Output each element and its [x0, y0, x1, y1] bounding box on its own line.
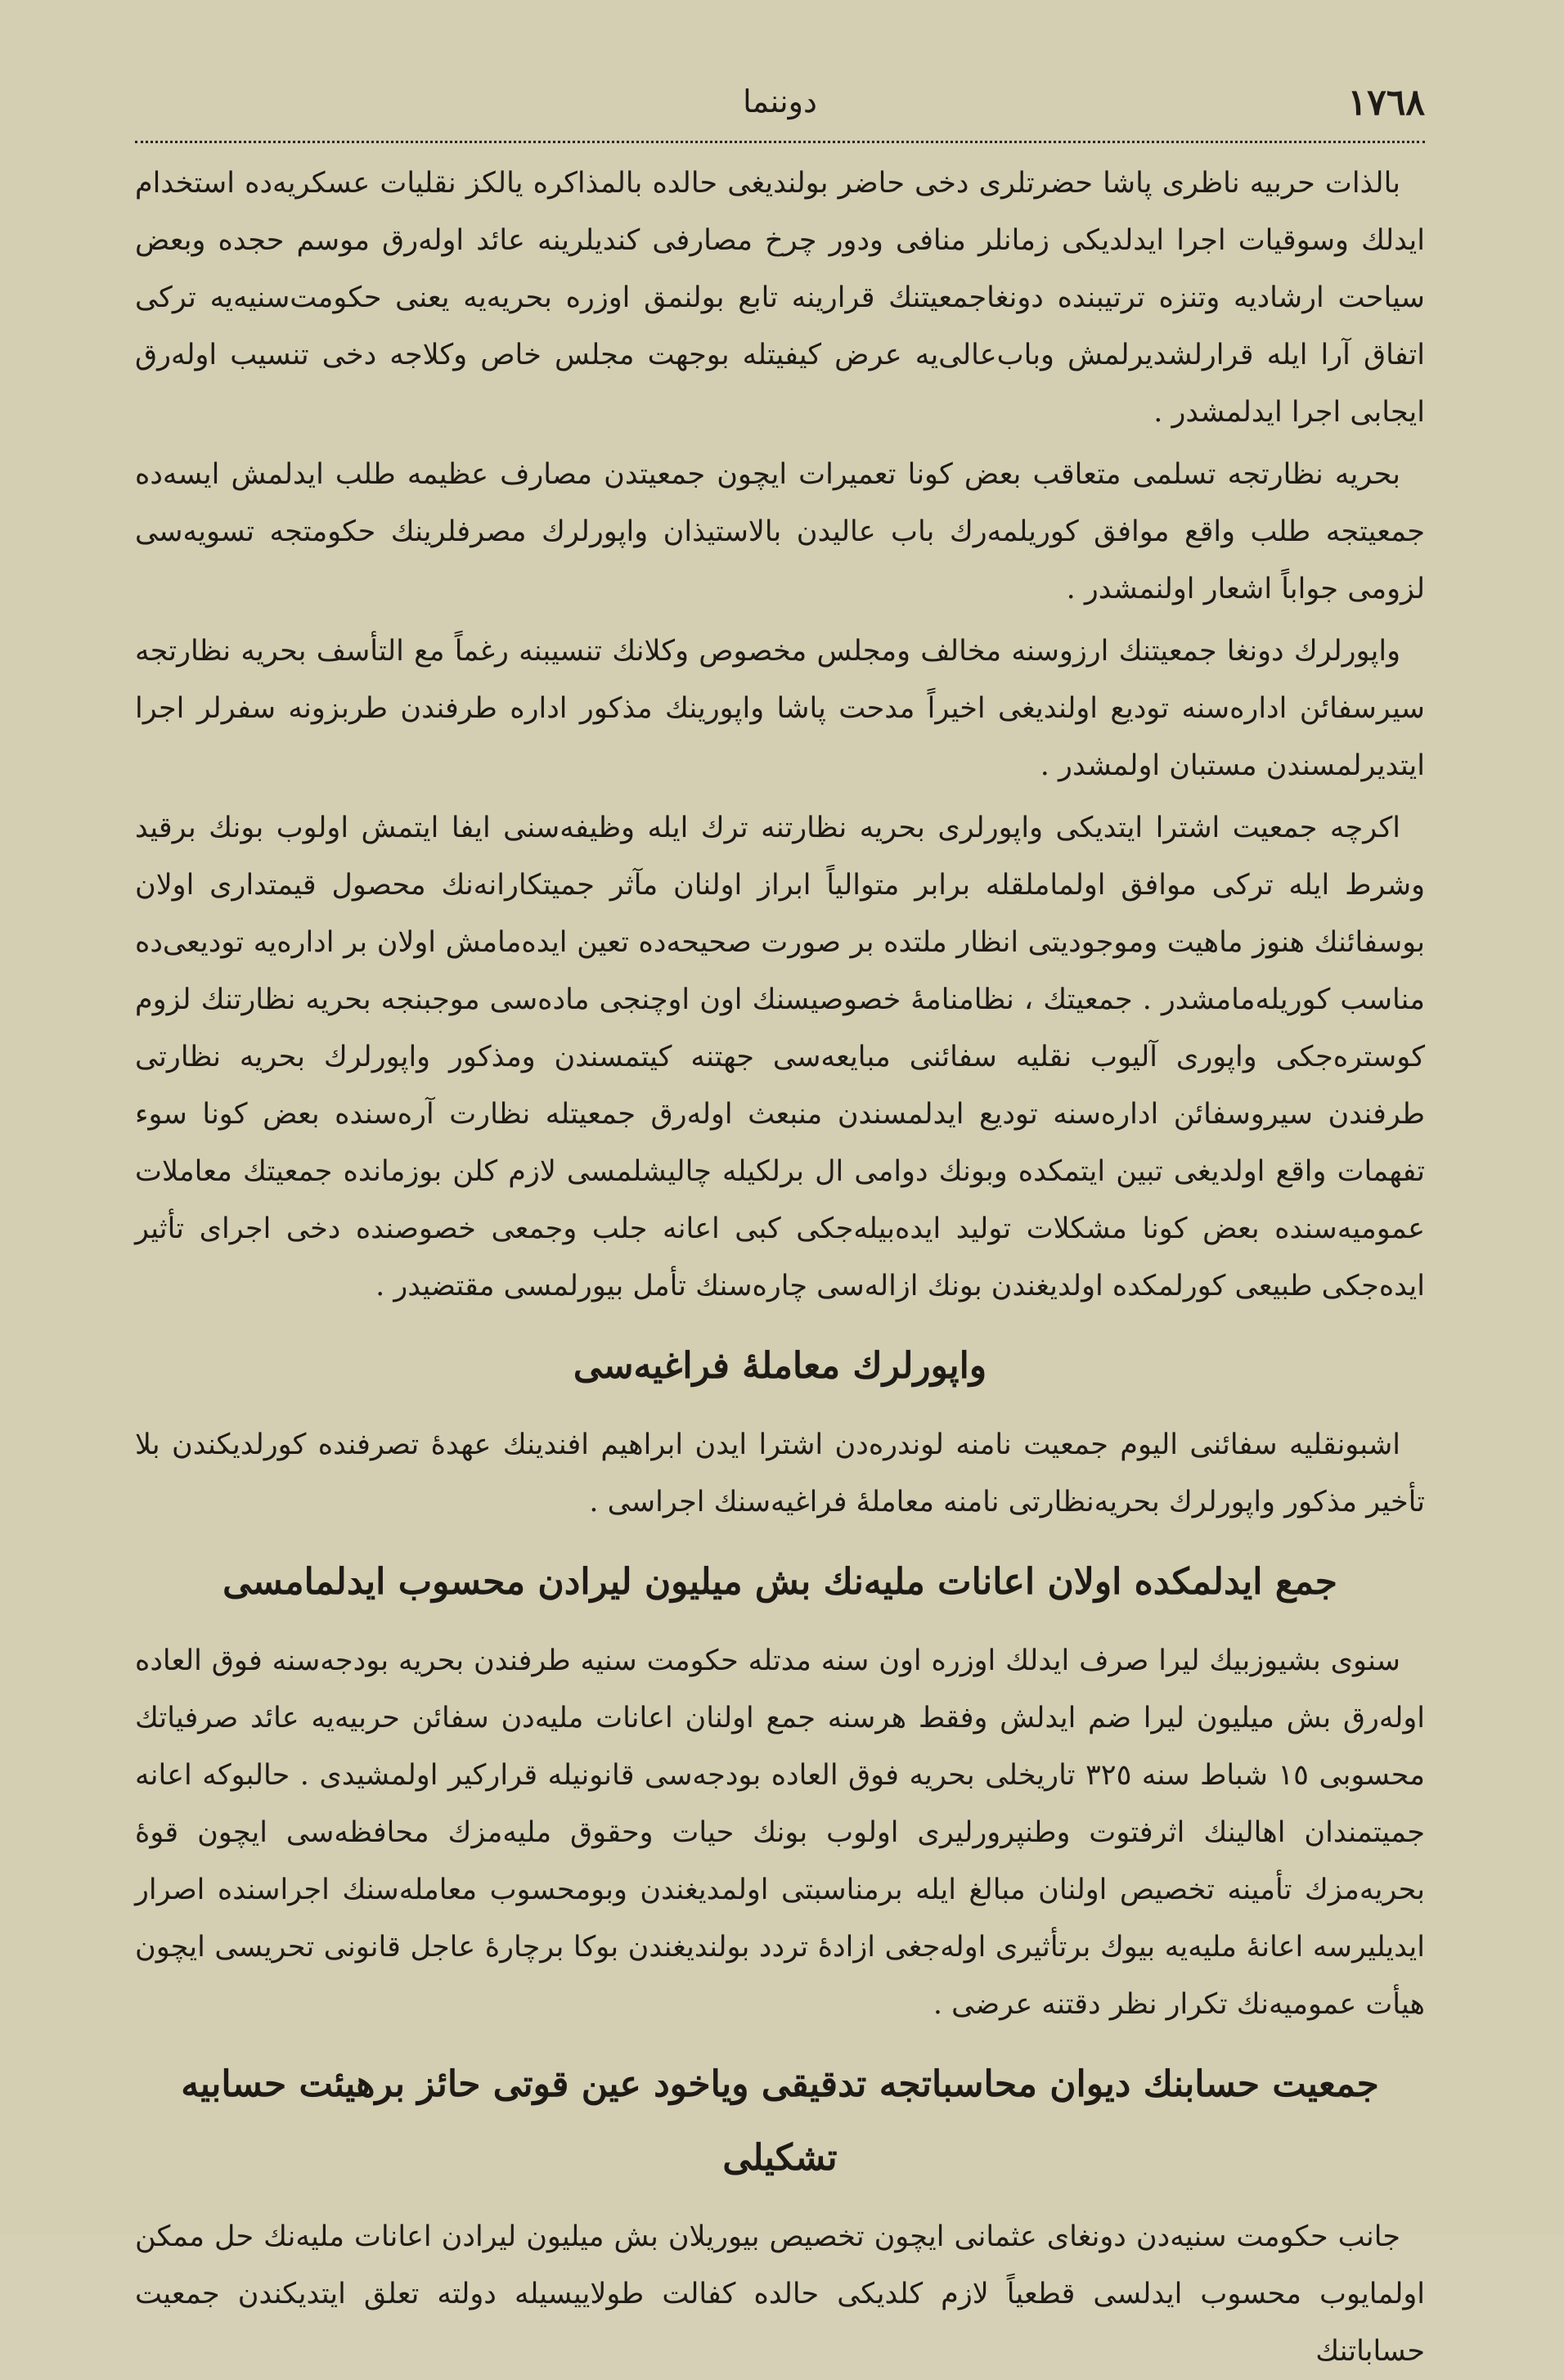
- running-title: دوننما: [743, 83, 817, 119]
- paragraph: اشبونقلیه سفائنی الیوم جمعیت نامنه لوندره‌دن اشترا ایدن ابراهیم افندینك عهدهٔ تصرفنده کورلدیکندن بلا تأخیر مذکور واپورلرك بحریه‌نظارتی نامنه معاملهٔ فراغیه‌سنك اجراسی .: [135, 1428, 1425, 1518]
- section-title: واپورلرك معاملهٔ فراغیه‌سی: [573, 1345, 987, 1387]
- paragraph: بالذات حربیه ناظری پاشا حضرتلری دخی حاضر بولندیغی حالده بالمذاکره یالکز نقلیات عسکریه‌ده استخدام ایدلك وسوقیات اجرا ایدلدیکی زمانلر منافی ودور چرخ مصارفی کندیلرینه عائد اوله‌رق موسم حجده وبعض سیاحت ارشادیه وتنزه ترتیبنده دونغاجمعیتنك قرارینه تابع بولنمق اوزره بحریه‌یه یعنی حکومت‌سنیه‌یه ترکی اتفاق آرا ایله قرارلشدیرلمش وباب‌عالی‌یه عرض کیفیتله بوجهت مجلس خاص وکلاجه دخی تنسیب اوله‌رق ایجابی اجرا ایدلمشدر .: [135, 167, 1425, 429]
- paragraph: جانب حکومت سنیه‌دن دونغای عثمانی ایچون تخصیص بیوریلان بش میلیون لیرادن اعانات ملیه‌نك حل ممکن اولمایوب محسوب ایدلسی قطعیاً لازم کلدیکی حالده کفالت طولاییسیله دولته تعلق ایتدیکندن جمعیت حساباتنك: [135, 2220, 1425, 2368]
- paragraph: بحریه نظارتجه تسلمی متعاقب بعض کونا تعمیرات ایچون جمعیتدن مصارف عظیمه طلب ایدلمش ایسه‌ده جمعیتجه طلب واقع موافق کوریلمه‌رك باب عالیدن بالاستیذان واپورلرك مصرفلرینك حکومتجه تسویه‌سی لزومی جواباً اشعار اولنمشدر .: [135, 458, 1425, 605]
- header-divider: [135, 141, 1425, 143]
- page-number: ١٧٦٨: [1347, 82, 1425, 124]
- body-text: [135, 155, 1425, 2380]
- section-title: جمع ایدلمکده اولان اعانات ملیه‌نك بش میلیون لیرادن محسوب ایدلمامسی: [222, 1561, 1337, 1603]
- paragraph: سنوی بشیوزبیك لیرا صرف ایدلك اوزره اون سنه مدتله حکومت سنیه طرفندن بحریه بودجه‌سنه فوق العاده اوله‌رق بش میلیون لیرا ضم ایدلش وفقط هرسنه جمع اولنان اعانات ملیه‌دن سفائن حربیه‌یه عائد صرفیاتك محسوبی ١٥ شباط سنه ٣٢٥ تاریخلی بحریه فوق العاده بودجه‌سی قانونیله قرارکیر اولمشیدی . حالبوکه اعانه جمیتمندان اهالینك اثرفتوت وطنپرورلیری اولوب بونك حیات وحقوق ملیه‌مزك محافظه‌سی ایچون قوهٔ بحریه‌مزك تأمینه تخصیص اولنان مبالغ ایله برمناسبتی اولمدیغندن وبومحسوب معامله‌سنك اجراسنده اصرار ایدیلیرسه اعانهٔ ملیه‌یه بیوك برتأثیری اوله‌جغی ازادهٔ تردد بولندیغندن بوکا برچارهٔ عاجل قانونی تحریسی ایچون هیأت عمومیه‌نك تکرار نظر دقتنه عرضی .: [135, 1644, 1426, 2021]
- page-header: [135, 75, 1425, 141]
- section-title: جمعیت حسابنك دیوان محاسباتجه تدقیقی ویاخود عین قوتی حائز برهیئت حسابیه تشکیلی: [181, 2063, 1379, 2179]
- paragraph: واپورلرك دونغا جمعیتنك ارزوسنه مخالف ومجلس مخصوص وکلانك تنسیبنه رغماً مع التأسف بحریه نظارتجه سیرسفائن اداره‌سنه تودیع اولندیغی اخیراً مدحت پاشا واپورینك مذکور اداره طرفندن طربزونه سفرلر اجرا ایتدیرلمسندن مستبان اولمشدر .: [135, 635, 1425, 782]
- paragraph: اکرچه جمعیت اشترا ایتدیکی واپورلری بحریه نظارتنه ترك ایله وظیفه‌سنی ایفا ایتمش اولوب بونك برقید وشرط ایله ترکی موافق اولماملقله برابر متوالیاً ابراز اولنان مآثر جمیتکارانه‌نك محصول قیمتداری اولان بوسفائنك هنوز ماهیت وموجودیتی انظار ملتده بر صورت صحیحه‌ده تعین ایده‌مامش اولان بر اداره‌یه تودیعی‌ده مناسب کوریله‌مامشدر . جمعیتك ، نظامنامهٔ خصوصیسنك اون اوچنجی ماده‌سی موجبنجه بحریه نظارتنك لزوم کوستره‌جکی واپوری آلیوب نقلیه سفائنی مبایعه‌سی جهتنه کیتمسندن ومذکور واپورلرك بحریه نظارتی طرفندن سیروسفائن اداره‌سنه تودیع ایدلمسندن منبعث اوله‌رق جمعیتله نظارت آره‌سنده بعض کونا سوء تفهمات واقع اولدیغی تبین ایتمکده وبونك دوامی ال برلکیله چالیشلمسی لازم کلن بوزمانده جمعیتك معاملات عمومیه‌سنده بعض کونا مشکلات تولید ایده‌بیله‌جکی کبی اعانه جلب وجمعی خصوصنده دخی اجرای تأثیر ایده‌جکی طبیعی کورلمکده اولدیغندن بونك ازاله‌سی چاره‌سنك تأمل بیورلمسی مقتضیدر .: [135, 812, 1425, 1302]
